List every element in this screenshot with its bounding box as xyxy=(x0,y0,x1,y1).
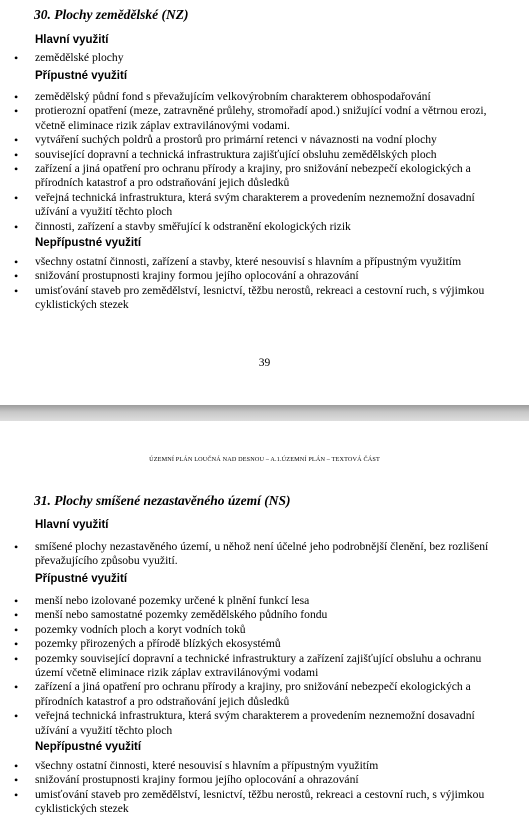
main-use-list xyxy=(0,51,529,65)
section-title-ns: 31. Plochy smíšené nezastavěného území (NS) xyxy=(34,493,291,508)
main-use-list xyxy=(0,540,529,569)
list-item: • veřejná technická infrastruktura, která svým charakterem a provedením neznemožní dosavadní užívání a využití těchto ploch xyxy=(0,709,529,738)
main-use-heading: Hlavní využití xyxy=(35,519,109,531)
main-use-heading: Hlavní využití xyxy=(35,34,109,46)
forbidden-use-list xyxy=(0,255,529,313)
list-item: • snižování prostupnosti krajiny formou jejího oplocování a ohrazování xyxy=(0,269,529,283)
section-title-nz: 30. Plochy zemědělské (NZ) xyxy=(34,7,189,22)
page-separator xyxy=(0,405,529,421)
list-item: • pozemky vodních ploch a koryt vodních toků xyxy=(0,623,529,637)
page-40 xyxy=(0,421,529,829)
page-39 xyxy=(0,0,529,405)
list-item: • snižování prostupnosti krajiny formou jejího oplocování a ohrazování xyxy=(0,773,529,787)
list-item: • menší nebo izolované pozemky určené k plnění funkcí lesa xyxy=(0,594,529,608)
list-item: • činnosti, zařízení a stavby směřující k odstranění ekologických rizik xyxy=(0,220,529,234)
allowed-use-heading: Přípustné využití xyxy=(35,573,128,585)
list-item: • protierozní opatření (meze, zatravněné průlehy, stromořadí apod.) snižující vodní a větrnou erozi, včetně eliminace rizik záplav extravilánovými vodami. xyxy=(0,104,529,133)
list-item: • menší nebo samostatné pozemky zemědělského půdního fondu xyxy=(0,608,529,622)
list-item: • související dopravní a technická infrastruktura zajišťující obsluhu zemědělských ploch xyxy=(0,148,529,162)
list-item: • umisťování staveb pro zemědělství, lesnictví, těžbu nerostů, rekreaci a cestovní ruch, s výjimkou cyklistických stezek xyxy=(0,284,529,313)
page-number: 39 xyxy=(258,357,271,369)
running-header: ÚZEMNÍ PLÁN LOUČNÁ NAD DESNOU – A.1.ÚZEMNÍ PLÁN – TEXTOVÁ ČÁST xyxy=(149,456,380,463)
list-item: • zařízení a jiná opatření pro ochranu přírody a krajiny, pro snižování nebezpečí ekologických a přírodních katastrof a pro odstraňování jejich důsledků xyxy=(0,680,529,709)
list-item: • vytváření suchých poldrů a prostorů pro primární retenci v návaznosti na vodní plochy xyxy=(0,133,529,147)
allowed-use-list xyxy=(0,594,529,738)
forbidden-use-heading: Nepřípustné využití xyxy=(35,741,142,753)
list-item: • zemědělský půdní fond s převažujícím velkovýrobním charakterem obhospodařování xyxy=(0,90,529,104)
list-item: • zařízení a jiná opatření pro ochranu přírody a krajiny, pro snižování nebezpečí ekologických a přírodních katastrof a pro odstraňování jejich důsledků xyxy=(0,162,529,191)
list-item: • pozemky přirozených a přírodě blízkých ekosystémů xyxy=(0,637,529,651)
allowed-use-list xyxy=(0,90,529,234)
forbidden-use-list xyxy=(0,759,529,817)
list-item: • zemědělské plochy xyxy=(0,51,529,65)
list-item: • smíšené plochy nezastavěného území, u něhož není účelné jeho podrobnější členění, bez rozlišení převažujícího způsobu využití. xyxy=(0,540,529,569)
forbidden-use-heading: Nepřípustné využití xyxy=(35,237,142,249)
list-item: • všechny ostatní činnosti, které nesouvisí s hlavním a přípustným využitím xyxy=(0,759,529,773)
allowed-use-heading: Přípustné využití xyxy=(35,70,128,82)
list-item: • všechny ostatní činnosti, zařízení a stavby, které nesouvisí s hlavním a přípustným využitím xyxy=(0,255,529,269)
list-item: • pozemky související dopravní a technické infrastruktury a zařízení zajišťující obsluhu a ochranu území včetně eliminace rizik záplav extravilánovými vodami xyxy=(0,652,529,681)
list-item: • umisťování staveb pro zemědělství, lesnictví, těžbu nerostů, rekreaci a cestovní ruch, s výjimkou cyklistických stezek xyxy=(0,788,529,817)
list-item: • veřejná technická infrastruktura, která svým charakterem a provedením neznemožní dosavadní užívání a využití těchto ploch xyxy=(0,191,529,220)
